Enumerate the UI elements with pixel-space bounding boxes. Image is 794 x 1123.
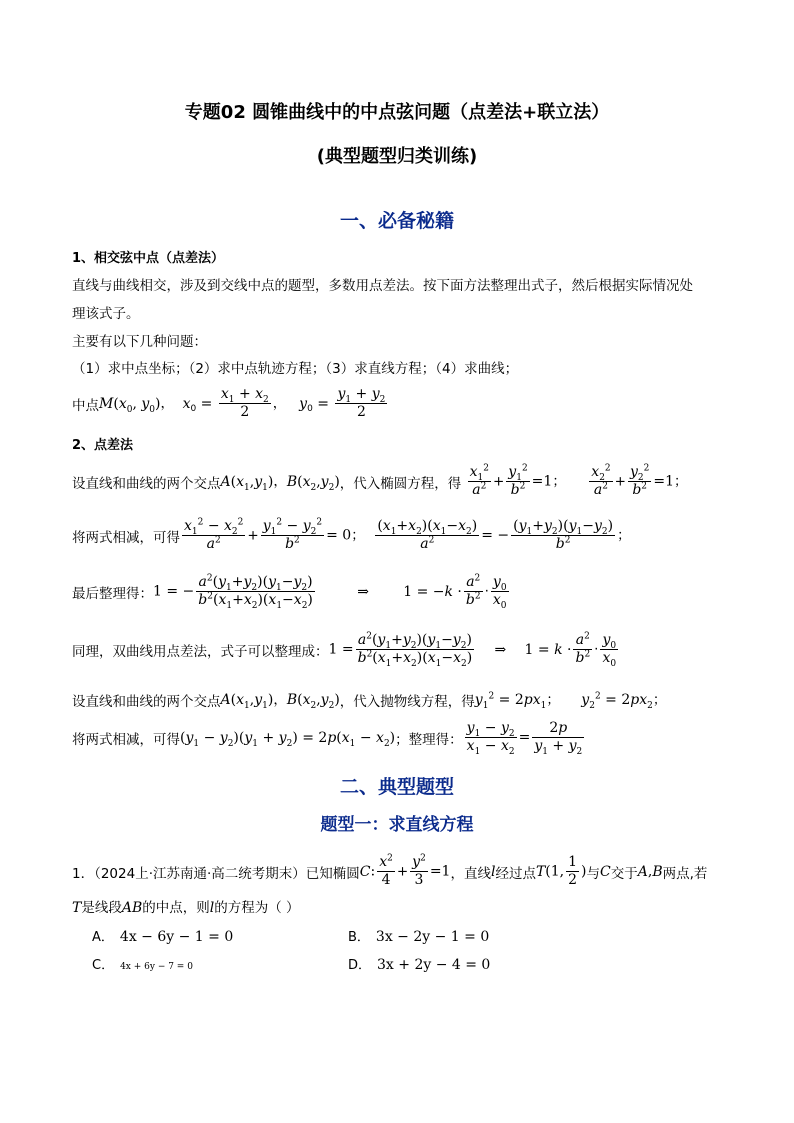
document-subtitle: (典型题型归类训练) (316, 146, 478, 167)
hyperbola-formula: 同理，双曲线用点差法，式子可以整理成：1 = $\frac{a^2(y_1+y_2)(y_1-y_2)}{b^2(x_1+x_2)(x_1-x_2)}$ ⇒ 1 = k · $\frac{a^2}{b^2}$ · $\frac{y_0}{x_0}$ (72, 631, 617, 669)
problem-types-list: （1）求中点坐标；（2）求中点轨迹方程；（3）求直线方程；（4）求曲线； (72, 361, 519, 377)
parabola-setup: 设直线和曲线的两个交点$A(x_1,y_1)$，$B(x_2,y_2)$，代入抛物线方程，得$y_1^2 = 2px_1$； $y_2^2 = 2px_2$； (72, 691, 667, 711)
paragraph-line: 直线与曲线相交，涉及到交线中点的题型，多数用点差法。按下面方法整理出式子，然后根据实际情况处 (72, 278, 693, 294)
section-heading-2: 二、典型题型 (339, 776, 454, 798)
option-c[interactable]: C． 4x + 6y − 7 = 0 (92, 958, 193, 973)
subheading-point-difference: 2、点差法 (72, 438, 134, 453)
midpoint-formula: 中点$M(x_0$, $y_0$)， $x_0$ = $\frac{x_1 + x_2}{2}$ ， $y_0$ = $\frac{y_1 + y_2}{2}$ (72, 386, 386, 420)
midpoint-label: 中点 (72, 397, 99, 414)
parabola-result: 将两式相减，可得$(y_1 - y_2)(y_1 + y_2) = 2p(x_1 - x_2)$；整理得： $\frac{y_1 - y_2}{x_1 - x_2}$ = $\frac{2p}{y_1 + y_2}$ (72, 720, 583, 757)
ellipse-setup: 设直线和曲线的两个交点$A(x_1,y_1)$，$B(x_2,y_2)$，代入椭圆方程，得 $\frac{x_1^2}{a^2}$ + $\frac{y_1^2}{b^2}$ =1； $\frac{x_2^2}{a^2}$ + $\frac{y_2^2}{b^2}$ =1； (72, 463, 688, 498)
final-formula: 最后整理得：1 = − $\frac{a^2(y_1+y_2)(y_1-y_2)}{b^2(x_1+x_2)(x_1-x_2)}$ ⇒ 1 = −k · $\frac{a^2}{b^2}$ · $\frac{y_0}{x_0}$ (72, 573, 507, 611)
option-d[interactable]: D． 3x + 2y − 4 = 0 (348, 957, 491, 973)
question-1-line2: T是线段AB的中点，则l的方程为（ ） (72, 900, 300, 916)
subtype-heading: 题型一：求直线方程 (320, 815, 474, 835)
paragraph-line: 理该式子。 (72, 306, 140, 322)
question-1: 1．（2024上·江苏南通·高二统考期末）已知椭圆C: $\frac{x^2}{4}$ + $\frac{y^2}{3}$ =1，直线l经过点T(1, $\frac{1}{2}$ )与C交于A,B两点,若 (72, 853, 708, 888)
paragraph-line: 主要有以下几种问题： (72, 334, 207, 350)
subheading-midpoint: 1、相交弦中点（点差法） (72, 251, 225, 266)
option-a[interactable]: A． 4x − 6y − 1 = 0 (92, 929, 234, 945)
section-heading-1: 一、必备秘籍 (339, 210, 454, 232)
option-b[interactable]: B． 3x − 2y − 1 = 0 (348, 929, 490, 945)
document-title: 专题02 圆锥曲线中的中点弦问题（点差法+联立法） (184, 102, 610, 123)
subtract-equations: 将两式相减，可得 $\frac{x_1^2 - x_2^2}{a^2}$ + $\frac{y_1^2 - y_2^2}{b^2}$ = 0； $\frac{(x_1+x_2)(x_1-x_2)}{a^2}$ = − $\frac{(y_1+y_2)(y_1-y_2)}{b^2}$ ； (72, 517, 631, 552)
